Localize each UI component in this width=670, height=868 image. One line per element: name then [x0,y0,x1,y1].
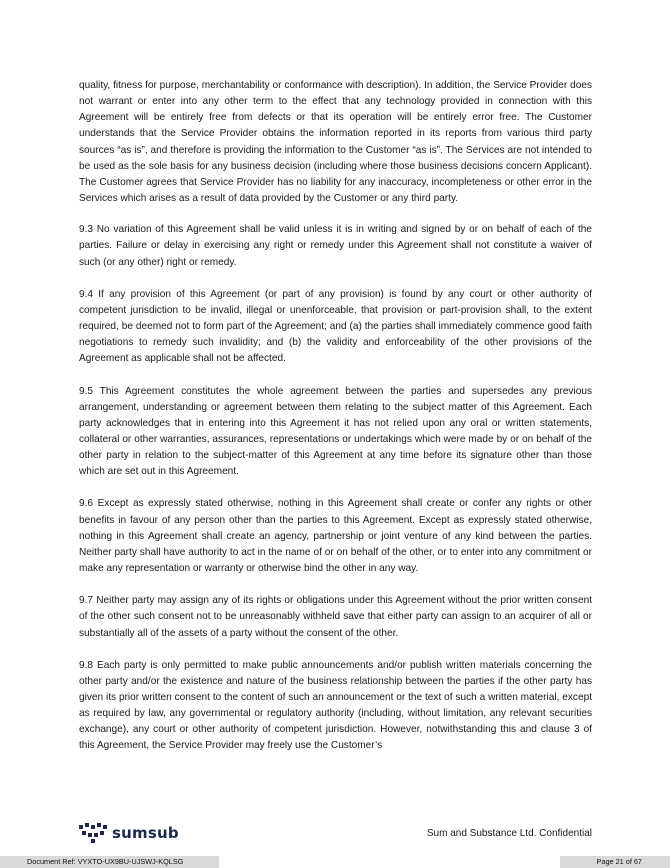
paragraph-9-7: 9.7 Neither party may assign any of its rights or obligations under this Agreement without the prior written consent of the other such consent not to be unreasonably withheld save that either party can assign to an acquirer of all or substantially all of the assets of a party without the consent of the other. [79,595,592,639]
paragraph-9-8: 9.8 Each party is only permitted to make public announcements and/or publish written materials concerning the other party and/or the existence and nature of the business relationship between the parties if the other party has given its prior written consent to the content of such an announcement or the text of such a written material, except as required by law, any governmental or regulatory authority (including, without limitation, any relevant securities exchange), any court or other authority of competent jurisdiction. However, notwithstanding this and clause 3 of this Agreement, the Service Provider may freely use the Customer’s [79,659,592,752]
document-body [79,78,592,771]
confidential-notice: Sum and Substance Ltd. Confidential [426,828,592,839]
paragraph-9-2-continued: quality, fitness for purpose, merchantability or conformance with description). In addition, the Service Provider does not warrant or enter into any other term to the effect that any technology provided in connection with this Agreement will be entirely free from defects or that its operation will be entirely error free. The Customer understands that the Service Provider obtains the information reported in its reports from various third party sources “as is”, and therefore is providing the information to the Customer “as is”. The Services are not intended to be used as the sole basis for any business decision (including where those business decisions concern Applicant). The Customer agrees that Service Provider has no liability for any inaccuracy, incompleteness or other error in the Services which arises as a result of data provided by the Customer or any third party. [79,80,592,205]
paragraph-9-4: 9.4 If any provision of this Agreement (or part of any provision) is found by any court or other authority of competent jurisdiction to be invalid, illegal or unenforceable, that provision or part-provision shall, to the extent required, be deemed not to form part of the Agreement; and (a) the parties shall immediately commence good faith negotiations to remedy such invalidity; and (b) the validity and enforceability of the other provisions of the Agreement as applicable shall not be affected. [79,288,592,365]
document-ref: Document Ref: VYXTO-UX9BU-UJSWJ-KQLSG [0,856,219,868]
sumsub-logo [79,822,179,844]
sumsub-wordmark: sumsub [112,824,179,842]
paragraph-9-5: 9.5 This Agreement constitutes the whole agreement between the parties and supersedes any previous arrangement, understanding or agreement between them relating to the subject matter of this Agreement. Each party acknowledges that in entering into this Agreement it has not relied upon any oral or written statements, collateral or other warranties, assurances, representations or undertakings which were made by or on behalf of the other party in relation to the subject-matter of this Agreement at any time before its signature other than those which are set out in this Agreement. [79,385,592,478]
paragraph-9-3: 9.3 No variation of this Agreement shall be valid unless it is in writing and signed by or on behalf of each of the parties. Failure or delay in exercising any right or remedy under this Agreement shall not constitute a waiver of such (or any other) right or remedy. [79,224,592,268]
page-number: Page 21 of 67 [560,856,670,868]
sumsub-logo-icon [79,823,107,843]
document-reference-bar [0,856,670,868]
paragraph-9-6: 9.6 Except as expressly stated otherwise, nothing in this Agreement shall create or confer any rights or other benefits in favour of any person other than the parties to this Agreement. Except as expressly stated otherwise, nothing in this Agreement shall create an agency, partnership or joint venture of any kind between the parties. Neither party shall have authority to act in the name of or on behalf of the other, or to enter into any commitment or make any representation or warranty or otherwise bind the other in any way. [79,498,592,575]
